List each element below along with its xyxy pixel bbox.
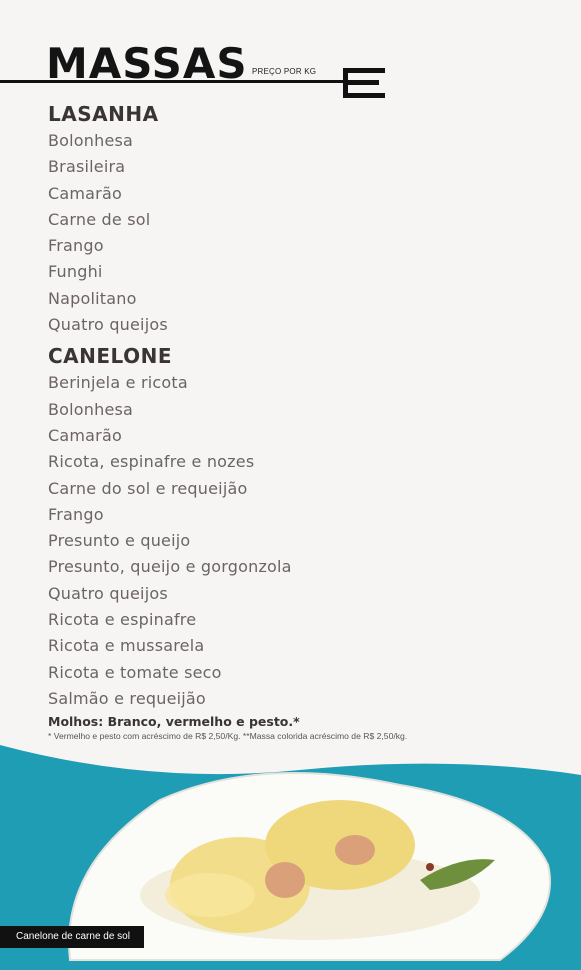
section-lasanha xyxy=(48,100,548,338)
lasanha-item: Bolonhesa xyxy=(48,131,134,150)
canelone-item: Ricota e mussarela xyxy=(48,636,205,656)
price-footnote: * Vermelho e pesto com acréscimo de R$ 2,50/Kg. **Massa colorida acréscimo de R$ 2,50/kg. xyxy=(48,731,408,742)
lasanha-item: Carne de sol xyxy=(48,209,151,229)
lasanha-item: Camarão xyxy=(48,183,122,203)
canelone-items xyxy=(48,370,548,712)
lasanha-item: Funghi xyxy=(48,262,103,282)
section-title-canelone: CANELONE xyxy=(48,344,172,369)
canelone-item: Quatro queijos xyxy=(48,583,168,603)
lasanha-item: Brasileira xyxy=(48,157,126,177)
menu-list xyxy=(48,100,548,742)
canelone-item: Presunto, queijo e gorgonzola xyxy=(48,557,292,577)
section-title-lasanha: LASANHA xyxy=(48,102,159,126)
menu-header xyxy=(0,40,581,100)
canelone-item: Berinjela e ricota xyxy=(48,373,188,393)
canelone-item: Presunto e queijo xyxy=(48,531,191,551)
e-letter-logo-icon xyxy=(343,68,385,98)
price-unit-label: PREÇO POR KG xyxy=(252,67,317,76)
lasanha-items xyxy=(48,128,548,338)
section-canelone xyxy=(48,342,548,712)
canelone-item: Camarão xyxy=(48,425,122,445)
canelone-item: Bolonhesa xyxy=(48,399,134,419)
lasanha-item: Quatro queijos xyxy=(48,315,168,335)
sauces-note: Molhos: Branco, vermelho e pesto.* xyxy=(48,714,300,730)
canelone-item: Ricota e tomate seco xyxy=(48,662,222,682)
canelone-item: Ricota e espinafre xyxy=(48,610,197,630)
page-title: MASSAS xyxy=(46,39,248,88)
lasanha-item: Napolitano xyxy=(48,288,137,308)
lasanha-item: Frango xyxy=(48,236,104,256)
canelone-item: Carne do sol e requeijão xyxy=(48,478,248,498)
photo-caption: Canelone de carne de sol xyxy=(0,926,144,948)
canelone-item: Salmão e requeijão xyxy=(48,688,206,708)
canelone-item: Ricota, espinafre e nozes xyxy=(48,452,255,472)
canelone-item: Frango xyxy=(48,504,104,524)
